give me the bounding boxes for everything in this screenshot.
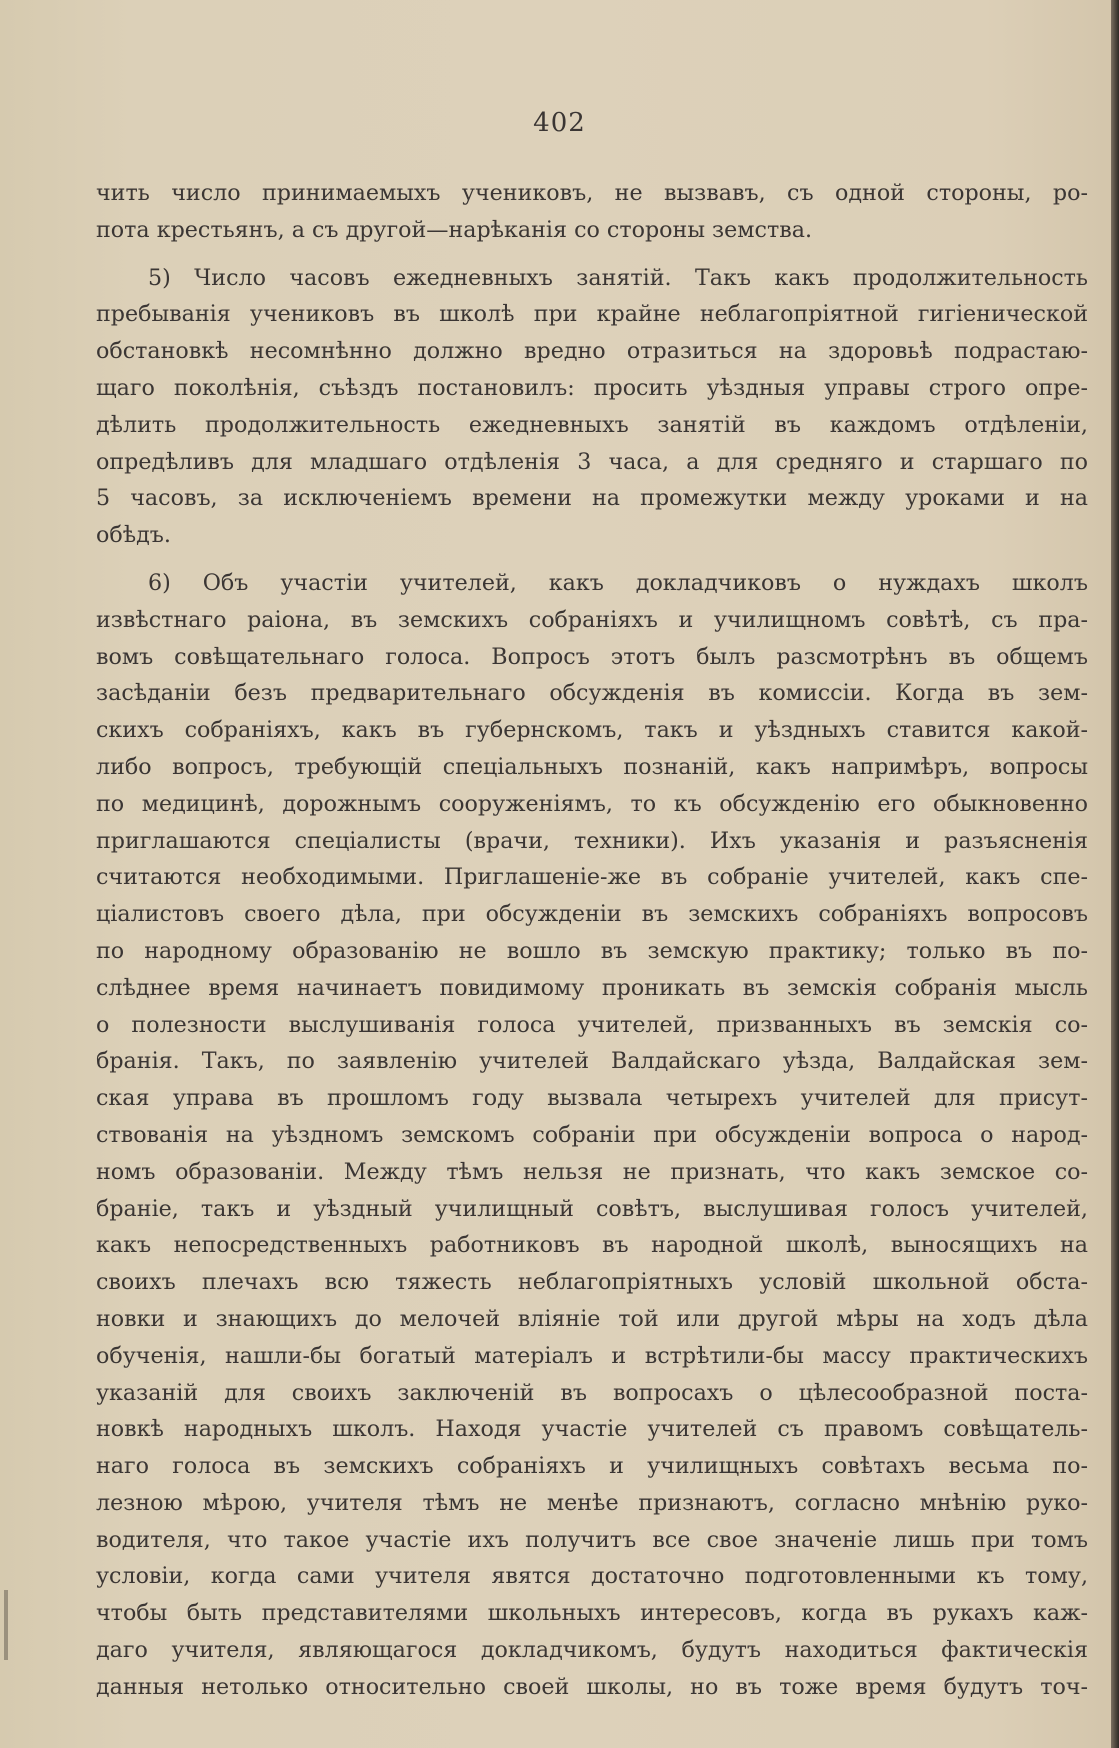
paragraph xyxy=(96,175,1088,249)
page-edge-shadow xyxy=(1111,0,1119,1748)
text-line: по народному образованію не вошло въ земскую практику; только въ по- xyxy=(96,937,1088,964)
text-line: указаній для своихъ заключеній въ вопросахъ о цѣлесообразной поста- xyxy=(96,1379,1088,1406)
text-line: слѣднее время начинаетъ повидимому проникать въ земскія собранія мысль xyxy=(96,974,1088,1001)
text-line: 5) Число часовъ ежедневныхъ занятій. Такъ какъ продолжительность xyxy=(148,264,1088,291)
text-line: лезною мѣрою, учителя тѣмъ не менѣе признаютъ, согласно мнѣнію руко- xyxy=(96,1489,1088,1516)
text-line: о полезности выслушиванія голоса учителей, призванныхъ въ земскія со- xyxy=(96,1011,1088,1038)
text-line: 6) Объ участіи учителей, какъ докладчиковъ о нуждахъ школъ xyxy=(148,569,1088,596)
text-line: приглашаются спеціалисты (врачи, техники). Ихъ указанія и разъясненія xyxy=(96,827,1088,854)
page-number: 402 xyxy=(533,108,586,138)
text-line: дѣлить продолжительность ежедневныхъ занятій въ каждомъ отдѣленіи, xyxy=(96,411,1088,438)
paragraph xyxy=(96,260,1088,554)
text-line: новки и знающихъ до мелочей вліяніе той или другой мѣры на ходъ дѣла xyxy=(96,1305,1088,1332)
text-line: номъ образованіи. Между тѣмъ нельзя не признать, что какъ земское со- xyxy=(96,1158,1088,1185)
text-line: чить число принимаемыхъ учениковъ, не вызвавъ, съ одной стороны, ро- xyxy=(96,180,1088,206)
text-line: 5 часовъ, за исключеніемъ времени на промежутки между уроками и на xyxy=(96,485,1088,512)
text-line: щаго поколѣнія, съѣздъ постановилъ: просить уѣздныя управы строго опре- xyxy=(96,374,1088,401)
text-line: водителя, что такое участіе ихъ получитъ все свое значеніе лишь при томъ xyxy=(96,1526,1088,1553)
text-line: пребыванія учениковъ въ школѣ при крайне неблагопріятной гигіенической xyxy=(96,301,1088,328)
text-line: условіи, когда сами учителя явятся достаточно подготовленными къ тому, xyxy=(96,1563,1088,1590)
text-line: наго голоса въ земскихъ собраніяхъ и училищныхъ совѣтахъ весьма по- xyxy=(96,1453,1088,1480)
text-line: обѣдъ. xyxy=(96,522,171,549)
text-line: обученія, нашли-бы богатый матеріалъ и встрѣтили-бы массу практическихъ xyxy=(96,1342,1088,1369)
text-line: обстановкѣ несомнѣнно должно вредно отразиться на здоровьѣ подрастаю- xyxy=(96,338,1088,365)
text-line: ціалистовъ своего дѣла, при обсужденіи въ земскихъ собраніяхъ вопросовъ xyxy=(96,901,1088,928)
text-line: извѣстнаго раіона, въ земскихъ собраніяхъ и училищномъ совѣтѣ, съ пра- xyxy=(96,606,1088,633)
text-line: даго учителя, являющагося докладчикомъ, будутъ находиться фактическія xyxy=(96,1637,1088,1664)
text-line: бранія. Такъ, по заявленію учителей Валдайскаго уѣзда, Валдайская зем- xyxy=(96,1048,1088,1075)
text-line: вомъ совѣщательнаго голоса. Вопросъ этотъ былъ разсмотрѣнъ въ общемъ xyxy=(96,643,1088,670)
text-line: чтобы быть представителями школьныхъ интересовъ, когда въ рукахъ каж- xyxy=(96,1600,1088,1627)
text-line: какъ непосредственныхъ работниковъ въ народной школѣ, выносящихъ на xyxy=(96,1232,1088,1259)
text-line: новкѣ народныхъ школъ. Находя участіе учителей съ правомъ совѣщатель- xyxy=(96,1416,1088,1443)
text-line: своихъ плечахъ всю тяжесть неблагопріятныхъ условій школьной обста- xyxy=(96,1269,1088,1296)
text-line: либо вопросъ, требующій спеціальныхъ познаній, какъ напримѣръ, вопросы xyxy=(96,753,1088,780)
body-text xyxy=(96,175,1088,1706)
text-line: считаются необходимыми. Приглашеніе-же въ собраніе учителей, какъ спе- xyxy=(96,864,1088,891)
text-line: браніе, такъ и уѣздный училищный совѣтъ, выслушивая голосъ учителей, xyxy=(96,1195,1088,1222)
text-line: опредѣливъ для младшаго отдѣленія 3 часа, а для средняго и старшаго по xyxy=(96,448,1088,475)
margin-mark xyxy=(4,1590,8,1660)
text-line: данныя нетолько относительно своей школы, но въ тоже время будутъ точ- xyxy=(96,1673,1088,1700)
text-line: ская управа въ прошломъ году вызвала четырехъ учителей для присут- xyxy=(96,1085,1088,1112)
text-line: по медицинѣ, дорожнымъ сооруженіямъ, то къ обсужденію его обыкновенно xyxy=(96,790,1088,817)
paragraph xyxy=(96,565,1088,1706)
text-line: пота крестьянъ, а съ другой—нарѣканія со стороны земства. xyxy=(96,216,812,243)
text-line: ствованія на уѣздномъ земскомъ собраніи при обсужденіи вопроса о народ- xyxy=(96,1121,1088,1148)
text-line: засѣданіи безъ предварительнаго обсужденія въ комиссіи. Когда въ зем- xyxy=(96,680,1088,707)
text-line: скихъ собраніяхъ, какъ въ губернскомъ, такъ и уѣздныхъ ставится какой- xyxy=(96,717,1088,744)
